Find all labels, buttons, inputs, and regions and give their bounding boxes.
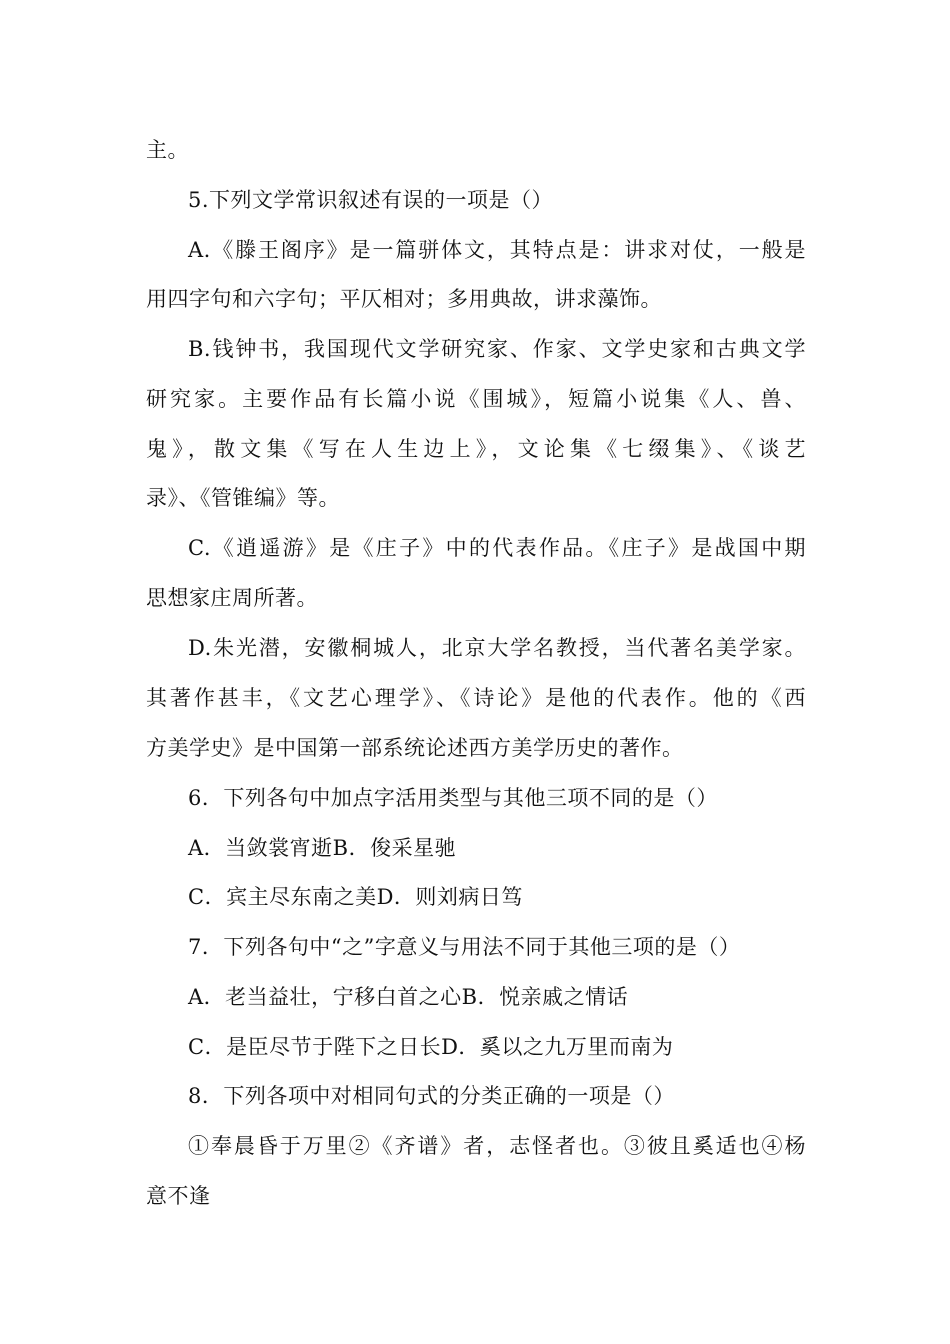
question-5-option-a-line-1: A.《滕王阁序》是一篇骈体文，其特点是：讲求对仗，一般是 [188, 238, 806, 262]
question-5-option-c-line-1: C.《逍遥游》是《庄子》中的代表作品。《庄子》是战国中期 [188, 536, 806, 560]
question-5-option-d-line-2: 其著作甚丰，《文艺心理学》、《诗论》是他的代表作。他的《西 [146, 686, 806, 710]
question-6-stem: 6．下列各句中加点字活用类型与其他三项不同的是（） [188, 786, 718, 810]
question-5-stem: 5.下列文学常识叙述有误的一项是（） [188, 188, 554, 212]
question-5-option-b-line-1: B.钱钟书，我国现代文学研究家、作家、文学史家和古典文学 [188, 337, 806, 361]
question-5-option-b-line-3: 鬼》，散文集《写在人生边上》，文论集《七缀集》、《谈艺 [146, 437, 806, 461]
question-5-option-a-line-2: 用四字句和六字句；平仄相对；多用典故，讲求藻饰。 [146, 287, 662, 311]
question-7-stem: 7．下列各句中“之”字意义与用法不同于其他三项的是（） [188, 935, 741, 959]
question-5-option-b-line-2: 研究家。主要作品有长篇小说《围城》，短篇小说集《人、兽、 [146, 387, 806, 411]
question-6-options-cd: C．宾主尽东南之美D．则刘病日笃 [188, 885, 523, 909]
question-7-options-ab: A．老当益壮，宁移白首之心B．悦亲戚之情话 [188, 985, 629, 1009]
question-5-option-c-line-2: 思想家庄周所著。 [146, 586, 318, 610]
question-8-items-line-1: ①奉晨昏于万里②《齐谱》者，志怪者也。③彼且奚适也④杨 [188, 1134, 806, 1158]
question-6-options-ab: A．当敛裳宵逝B．俊采星驰 [188, 836, 457, 860]
question-8-items-line-2: 意不逢 [146, 1184, 211, 1208]
question-7-options-cd: C．是臣尽节于陛下之日长D．奚以之九万里而南为 [188, 1035, 674, 1059]
text-line-1: 主。 [146, 138, 189, 162]
question-5-option-b-line-4: 录》、《管锥编》等。 [146, 486, 340, 510]
question-8-stem: 8．下列各项中对相同句式的分类正确的一项是（） [188, 1084, 675, 1108]
question-5-option-d-line-1: D.朱光潜，安徽桐城人，北京大学名教授，当代著名美学家。 [188, 636, 806, 660]
question-5-option-d-line-3: 方美学史》是中国第一部系统论述西方美学历史的著作。 [146, 736, 684, 760]
